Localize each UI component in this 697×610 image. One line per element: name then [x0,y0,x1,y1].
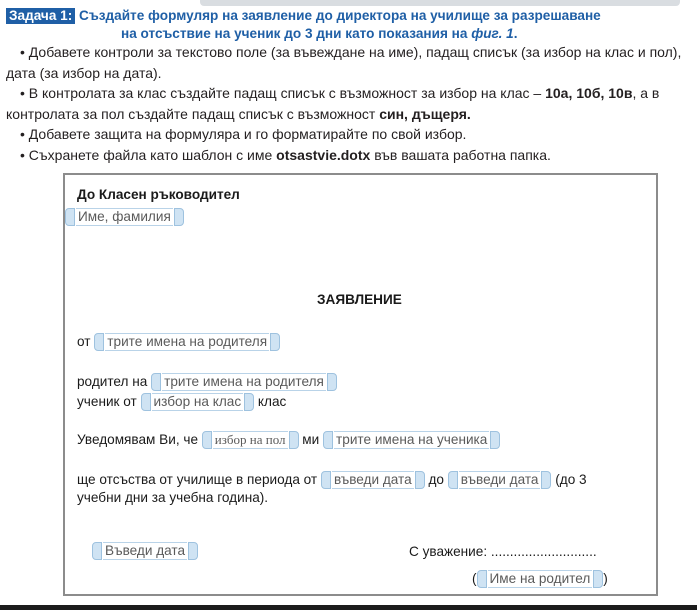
instruction-protection: • Добавете защита на формуляра и го форматирайте по свой избор. [20,126,467,143]
parent-names-field[interactable]: трите имена на родителя [107,334,268,349]
class-dropdown[interactable]: избор на клас [153,394,242,409]
form-period-row [77,471,587,489]
student-names-field[interactable]: трите имена на ученика [336,432,488,447]
date-from-picker[interactable]: въведи дата [333,472,412,487]
application-form-figure [63,173,658,596]
parent-of-names-field[interactable]: трите имена на родителя [164,374,324,389]
instruction-controls: • Добавете контроли за текстово поле (за въвеждане на име), падащ списък (за избор на клас и пол), дата (за избор на дата). [6,44,682,81]
task-title-line2-end: . [513,26,518,41]
top-scrollbar-edge [200,0,680,6]
task-label: Задача 1: [6,8,75,24]
date-to-label: до [428,472,444,487]
class-suffix-label: клас [257,394,287,409]
form-heading: ЗАЯВЛЕНИЕ [317,292,402,307]
task-title-line2 [6,25,694,43]
gender-dropdown[interactable]: избор на пол [214,432,286,447]
form-notify-row [77,431,500,449]
form-from-row [77,333,280,351]
task-title-line1: Създайте формуляр на заявление до директора на училище за разрешаване [79,8,601,23]
open-paren: ( [472,571,477,586]
absence-period-label: ще отсъства от училище в периода от [77,472,318,487]
mi-label: ми [302,432,320,447]
notify-label: Уведомявам Ви, че [77,432,199,447]
form-parent-row [77,373,337,391]
submission-date-picker[interactable]: Въведи дата [105,543,186,558]
instruction-class-options: 10а, 10б, 10в [545,85,633,102]
form-date-row [92,542,198,560]
absence-limit-label: (до 3 [555,472,587,487]
instruction-dropdowns [6,83,694,124]
parent-name-field[interactable]: Име на родител [489,571,591,586]
instruction-save-text-c: във вашата работна папка. [370,146,551,163]
figure-reference: фиг. 1 [471,26,514,41]
form-addressee: До Класен ръководител [77,187,240,202]
from-label: от [77,334,91,349]
task-heading [6,7,694,43]
teacher-name-field[interactable]: Име, фамилия [78,209,171,224]
task-instructions [6,42,694,166]
close-paren: ) [603,571,608,586]
instruction-dropdowns-text-c: , а в контролата за пол създайте падащ списък с възможност [6,85,660,122]
date-to-picker[interactable]: въведи дата [460,472,539,487]
form-signature-row [472,570,608,588]
instruction-gender-options: син, дъщеря. [379,105,471,122]
template-filename: otsastvie.dotx [276,146,371,163]
instruction-save [6,145,694,166]
bottom-edge-bar [0,605,697,610]
absence-limit-continued: учебни дни за учебна година). [77,490,269,505]
instruction-save-text-a: • Съхранете файла като шаблон с име [20,146,277,163]
form-student-row [77,393,286,411]
form-addressee-name-row [65,208,184,226]
parent-of-label: родител на [77,374,148,389]
student-from-label: ученик от [77,394,137,409]
task-title-line2-text: на отсъствие на ученик до 3 дни като показания на [121,26,472,41]
regards-line: С уважение: ............................ [409,544,597,559]
instruction-dropdowns-text-a: • В контролата за клас създайте падащ списък с възможност за избор на клас – [20,85,546,102]
